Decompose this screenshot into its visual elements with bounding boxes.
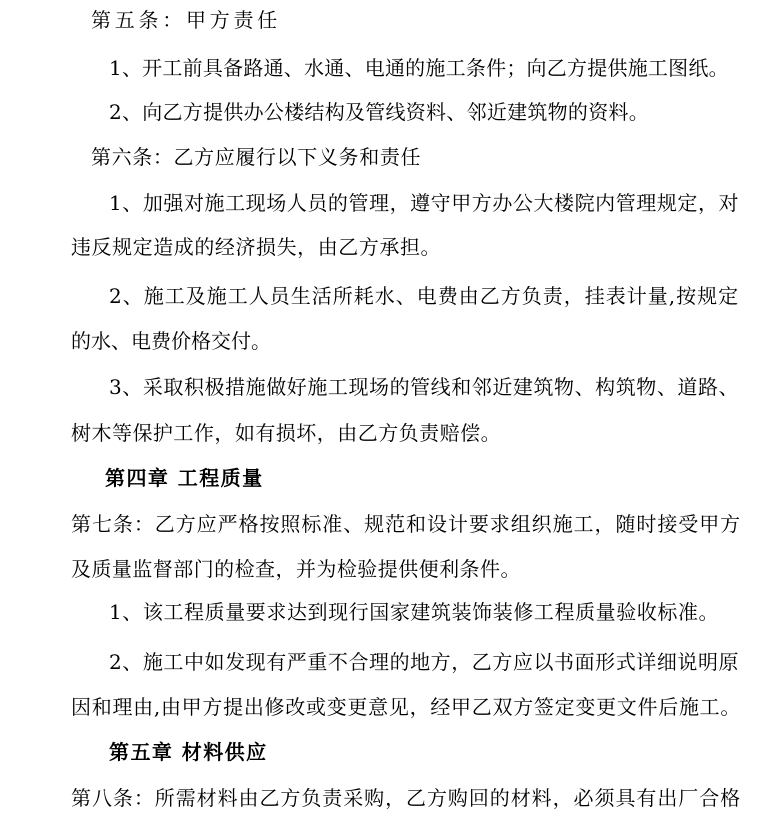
article-6-item-1-line-1: 1、加强对施工现场人员的管理，遵守甲方办公大楼院内管理规定，对 xyxy=(109,191,740,215)
article-6-heading: 第六条：乙方应履行以下义务和责任 xyxy=(91,145,422,169)
article-6-item-3-line-1: 3、采取积极措施做好施工现场的管线和邻近建筑物、构筑物、道路、 xyxy=(109,375,740,399)
article-7-item-2-line-2: 因和理由,由甲方提出修改或变更意见，经甲乙双方签定变更文件后施工。 xyxy=(71,695,742,719)
article-6-item-2-line-1: 2、施工及施工人员生活所耗水、电费由乙方负责，挂表计量,按规定 xyxy=(109,284,740,308)
article-7-line-2: 及质量监督部门的检查，并为检验提供便利条件。 xyxy=(71,557,521,581)
chapter-4-heading: 第四章 工程质量 xyxy=(105,466,264,490)
article-6-item-3-line-2: 树木等保护工作，如有损坏，由乙方负责赔偿。 xyxy=(71,421,502,445)
article-5-item-1: 1、开工前具备路通、水通、电通的施工条件；向乙方提供施工图纸。 xyxy=(109,56,729,80)
article-6-item-2-line-2: 的水、电费价格交付。 xyxy=(71,329,271,353)
article-6-item-1-line-2: 违反规定造成的经济损失，由乙方承担。 xyxy=(71,235,442,259)
article-7-item-2-line-1: 2、施工中如发现有严重不合理的地方，乙方应以书面形式详细说明原 xyxy=(109,650,740,674)
article-7-item-1: 1、该工程质量要求达到现行国家建筑装饰装修工程质量验收标准。 xyxy=(109,600,720,624)
article-5-heading: 第五条：甲方责任 xyxy=(91,8,281,32)
article-5-item-2: 2、向乙方提供办公楼结构及管线资料、邻近建筑物的资料。 xyxy=(109,100,650,124)
article-8-line-1: 第八条：所需材料由乙方负责采购，乙方购回的材料，必须具有出厂合格 xyxy=(71,786,742,810)
chapter-5-heading: 第五章 材料供应 xyxy=(109,740,268,764)
article-7-line-1: 第七条：乙方应严格按照标准、规范和设计要求组织施工，随时接受甲方 xyxy=(71,512,742,536)
